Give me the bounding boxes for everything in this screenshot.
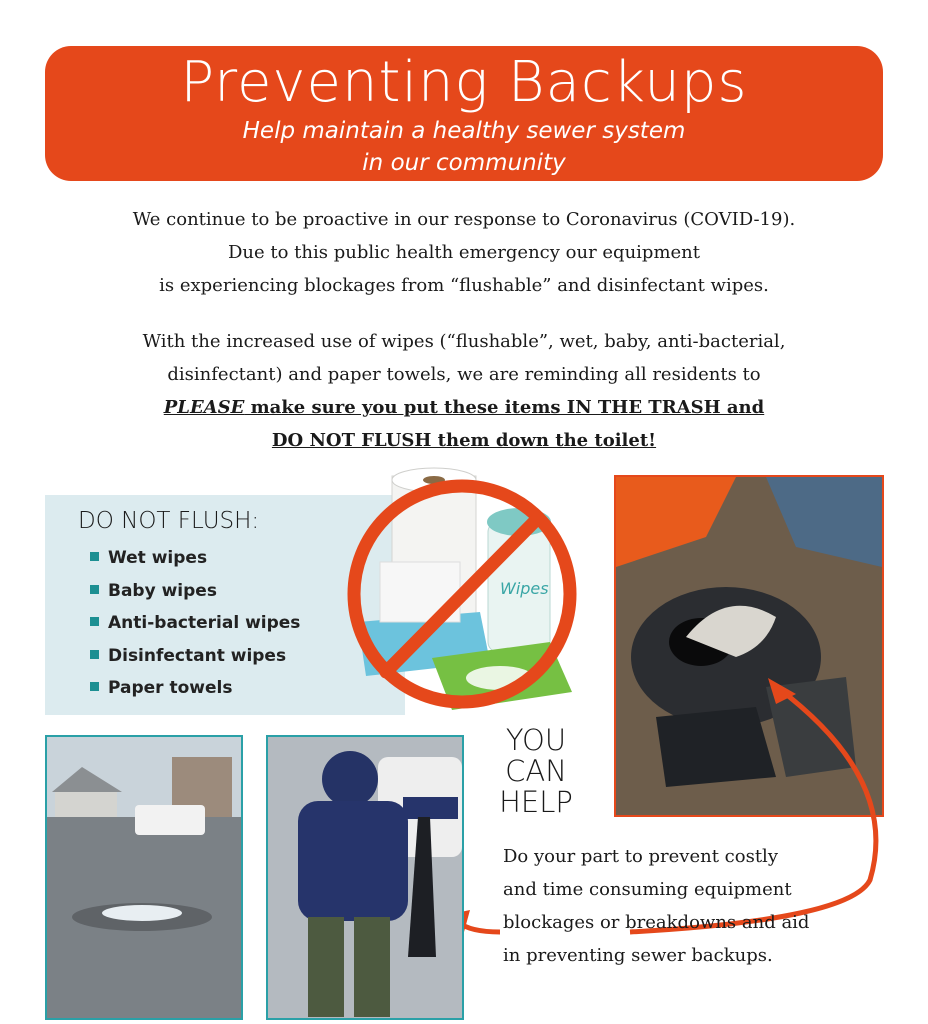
reminder-line-3 <box>40 391 888 424</box>
heading-line-1: YOU <box>505 723 567 757</box>
list-item: Baby wipes <box>90 575 300 608</box>
cta-line-3: blockages or breakdowns and aid <box>503 912 810 933</box>
you-can-help-heading <box>488 725 584 818</box>
bullet-square-icon <box>90 682 99 691</box>
cta-line-4: in preventing sewer backups. <box>503 945 773 966</box>
bullet-square-icon <box>90 552 99 561</box>
bullet-square-icon <box>90 650 99 659</box>
page-title: Preventing Backups <box>180 50 748 115</box>
reminder-line-3-rest: make sure you put these items IN THE TRASH and <box>244 397 765 418</box>
list-item: Disinfectant wipes <box>90 640 300 673</box>
reminder-line-2: disinfectant) and paper towels, we are reminding all residents to <box>167 364 761 385</box>
cta-line-1: Do your part to prevent costly <box>503 846 778 867</box>
list-item: Paper towels <box>90 672 300 705</box>
bullet-square-icon <box>90 617 99 626</box>
intro-paragraph <box>40 203 888 302</box>
list-item: Wet wipes <box>90 542 300 575</box>
heading-line-2: CAN <box>505 754 567 788</box>
wipes-label: Wipes <box>500 579 549 598</box>
heading-line-3: HELP <box>499 785 573 819</box>
worker-holding-wipes-photo <box>266 735 464 1020</box>
do-not-flush-title: DO NOT FLUSH: <box>78 508 260 534</box>
flooded-street-photo <box>45 735 243 1020</box>
please-emphasis: PLEASE <box>163 397 245 418</box>
intro-line-1: We continue to be proactive in our response to Coronavirus (COVID-19). <box>132 209 796 230</box>
intro-line-3: is experiencing blockages from “flushable” and disinfectant wipes. <box>159 275 769 296</box>
bullet-square-icon <box>90 585 99 594</box>
subtitle-line-2: in our community <box>362 150 566 176</box>
reminder-line-4: DO NOT FLUSH them down the toilet! <box>271 430 657 451</box>
worker-photo-art <box>268 737 462 1018</box>
cta-line-2: and time consuming equipment <box>503 879 792 900</box>
street-photo-art <box>47 737 241 1018</box>
do-not-flush-list <box>90 542 300 705</box>
intro-line-2: Due to this public health emergency our equipment <box>227 242 701 263</box>
reminder-line-1: With the increased use of wipes (“flushable”, wet, baby, anti-bacterial, <box>142 331 786 352</box>
call-to-action-text <box>503 840 883 972</box>
subtitle-line-1: Help maintain a healthy sewer system <box>242 118 686 144</box>
list-item: Anti-bacterial wipes <box>90 607 300 640</box>
reminder-paragraph <box>40 325 888 457</box>
title-banner <box>45 46 883 181</box>
